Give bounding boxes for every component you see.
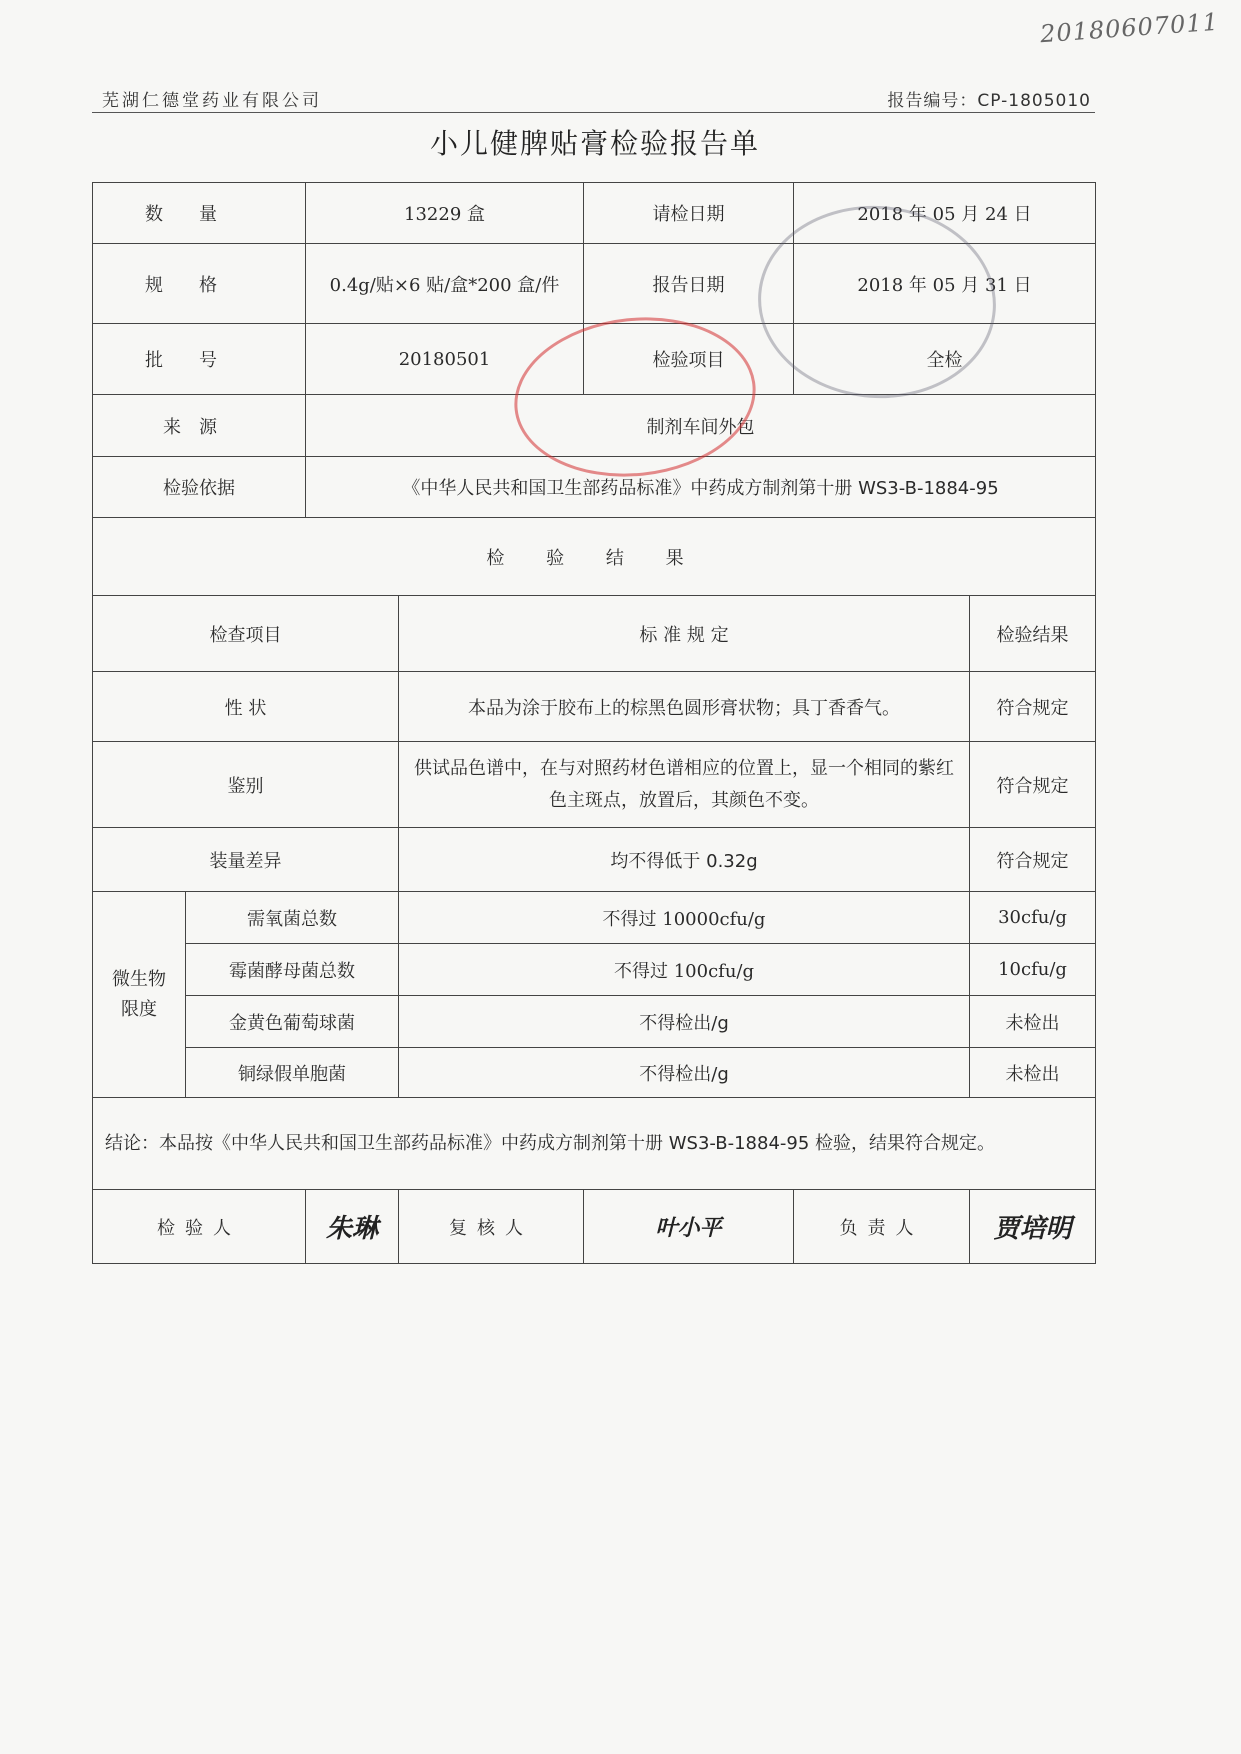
result-row — [93, 672, 1096, 742]
responsible-signature — [970, 1190, 1096, 1264]
conclusion-text: 结论：本品按《中华人民共和国卫生部药品标准》中药成方制剂第十册 WS3-B-1884-95 检验，结果符合规定。 — [93, 1098, 1096, 1190]
report-title: 小儿健脾贴膏检验报告单 — [429, 127, 760, 160]
result-row — [93, 828, 1096, 892]
result-item: 鉴别 — [93, 742, 399, 828]
basis-row — [93, 457, 1096, 518]
reviewer-label: 复核人 — [399, 1190, 584, 1264]
micro-standard: 不得过 100cfu/g — [399, 944, 970, 996]
request-date-value: 2018 年 05 月 24 日 — [794, 183, 1096, 244]
inspection-item-label: 检验项目 — [584, 324, 794, 395]
basis-value: 《中华人民共和国卫生部药品标准》中药成方制剂第十册 WS3-B-1884-95 — [306, 457, 1096, 518]
col-header-item: 检查项目 — [93, 596, 399, 672]
result-item: 性 状 — [93, 672, 399, 742]
inspection-item-value: 全检 — [794, 324, 1096, 395]
handwritten-archive-number: 20180607011 — [1039, 7, 1220, 49]
report-number: 报告编号：CP-1805010 — [887, 91, 1091, 111]
result-value: 符合规定 — [970, 672, 1096, 742]
micro-result: 10cfu/g — [970, 944, 1096, 996]
reviewer-signature — [584, 1190, 794, 1264]
micro-item: 金黄色葡萄球菌 — [186, 996, 399, 1048]
result-item: 装量差异 — [93, 828, 399, 892]
micro-standard: 不得检出/g — [399, 1048, 970, 1098]
col-header-standard: 标 准 规 定 — [399, 596, 970, 672]
report-date-value: 2018 年 05 月 31 日 — [794, 244, 1096, 324]
results-section-title: 检 验 结 果 — [93, 518, 1096, 596]
source-label: 来源 — [93, 395, 306, 457]
quantity-row — [93, 183, 1096, 244]
micro-item: 霉菌酵母菌总数 — [186, 944, 399, 996]
micro-limit-label: 微生物限度 — [93, 892, 186, 1098]
result-value: 符合规定 — [970, 742, 1096, 828]
result-standard: 均不得低于 0.32g — [399, 828, 970, 892]
inspection-report-table — [92, 182, 1096, 1264]
source-value: 制剂车间外包 — [306, 395, 1096, 457]
spec-row — [93, 244, 1096, 324]
batch-label: 批号 — [93, 324, 306, 395]
header-divider — [92, 112, 1095, 113]
conclusion-row — [93, 1098, 1096, 1190]
micro-row — [93, 892, 1096, 944]
inspector-label: 检验人 — [93, 1190, 306, 1264]
results-section-row — [93, 518, 1096, 596]
signature-row — [93, 1190, 1096, 1264]
batch-value: 20180501 — [306, 324, 584, 395]
result-value: 符合规定 — [970, 828, 1096, 892]
micro-standard: 不得过 10000cfu/g — [399, 892, 970, 944]
results-header-row — [93, 596, 1096, 672]
micro-item: 铜绿假单胞菌 — [186, 1048, 399, 1098]
basis-label: 检验依据 — [93, 457, 306, 518]
micro-row — [93, 944, 1096, 996]
report-date-label: 报告日期 — [584, 244, 794, 324]
micro-item: 需氧菌总数 — [186, 892, 399, 944]
batch-row — [93, 324, 1096, 395]
responsible-label: 负责人 — [794, 1190, 970, 1264]
result-standard: 供试品色谱中，在与对照药材色谱相应的位置上，显一个相同的紫红色主斑点，放置后，其颜色不变。 — [399, 742, 970, 828]
responsible-signature-text: 贾培明 — [993, 1214, 1072, 1244]
micro-result: 未检出 — [970, 1048, 1096, 1098]
quantity-label: 数量 — [93, 183, 306, 244]
quantity-value: 13229 盒 — [306, 183, 584, 244]
micro-row — [93, 1048, 1096, 1098]
result-standard: 本品为涂于胶布上的棕黑色圆形膏状物；具丁香香气。 — [399, 672, 970, 742]
micro-row — [93, 996, 1096, 1048]
source-row — [93, 395, 1096, 457]
spec-value: 0.4g/贴×6 贴/盒*200 盒/件 — [306, 244, 584, 324]
spec-label: 规格 — [93, 244, 306, 324]
inspector-signature — [306, 1190, 399, 1264]
inspector-signature-text: 朱琳 — [325, 1214, 378, 1244]
reviewer-signature-text: 叶小平 — [655, 1215, 722, 1241]
col-header-result: 检验结果 — [970, 596, 1096, 672]
micro-result: 30cfu/g — [970, 892, 1096, 944]
micro-result: 未检出 — [970, 996, 1096, 1048]
micro-standard: 不得检出/g — [399, 996, 970, 1048]
company-name: 芜湖仁德堂药业有限公司 — [102, 91, 322, 111]
result-row — [93, 742, 1096, 828]
request-date-label: 请检日期 — [584, 183, 794, 244]
